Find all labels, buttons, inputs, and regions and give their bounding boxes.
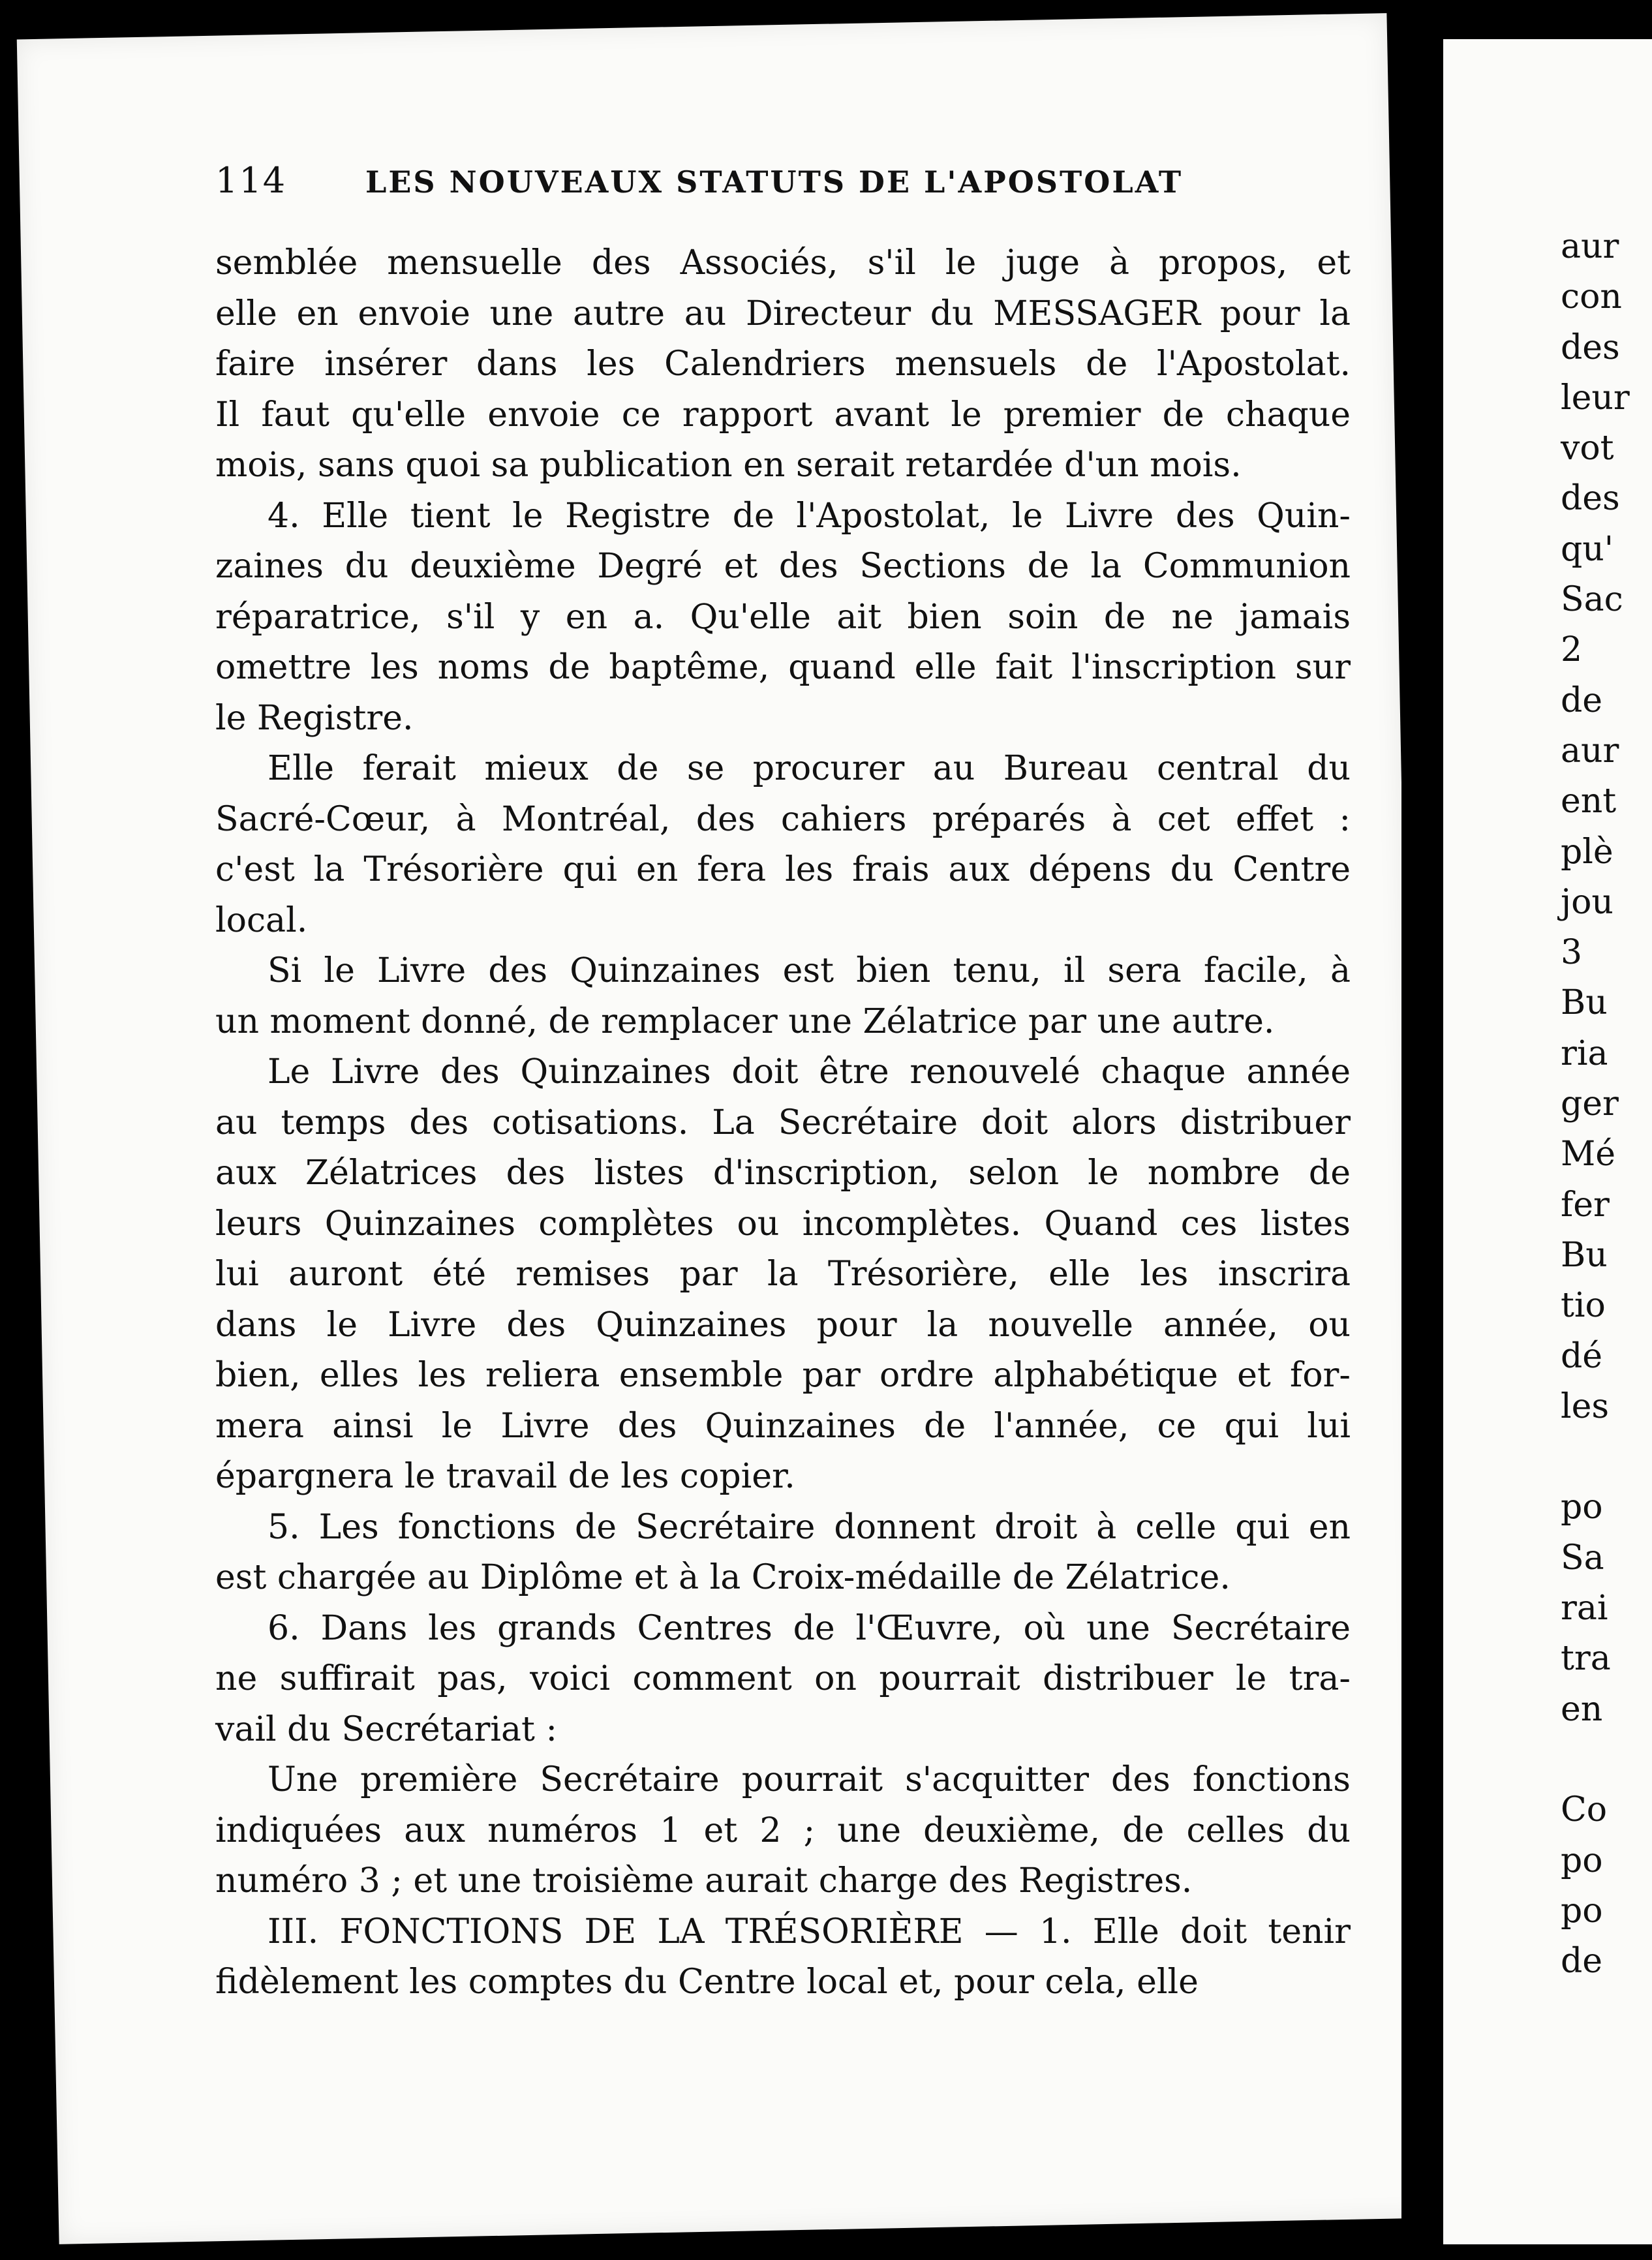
text-line: Elle ferait mieux de se procurer au Bureau central du — [268, 749, 1351, 788]
right-page-fragment: dé — [1561, 1336, 1603, 1376]
text-line: dans le Livre des Quinzaines pour la nouvelle année, ou — [215, 1305, 1351, 1345]
paragraph — [215, 491, 1351, 744]
paragraph — [215, 238, 1351, 491]
text-line: 5. Les fonctions de Secrétaire donnent droit à celle qui en — [268, 1507, 1351, 1547]
right-page-fragment: Bu — [1561, 983, 1608, 1023]
text-line: épargnera le travail de les copier. — [215, 1457, 795, 1496]
paragraph — [215, 1755, 1351, 1907]
right-page-fragment: Co — [1561, 1790, 1608, 1830]
text-line: le Registre. — [215, 698, 414, 738]
text-line: Si le Livre des Quinzaines est bien tenu, il sera facile, à — [268, 951, 1351, 990]
right-page-fragment: tio — [1561, 1286, 1606, 1326]
right-page-fragment: des — [1561, 479, 1620, 519]
right-page-fragment: plè — [1561, 832, 1614, 872]
right-page-fragment: ria — [1561, 1033, 1608, 1073]
text-line: numéro 3 ; et une troisième aurait charge des Registres. — [215, 1861, 1193, 1901]
body-text — [215, 238, 1351, 2008]
right-page-fragment: en — [1561, 1689, 1603, 1729]
text-line: Sacré-Cœur, à Montréal, des cahiers préparés à cet effet : — [215, 799, 1351, 839]
right-page-fragment: les — [1561, 1386, 1610, 1426]
text-line: 4. Elle tient le Registre de l'Apostolat, le Livre des Quin- — [268, 496, 1351, 536]
text-line: local. — [215, 900, 308, 940]
right-page-fragment: aur — [1561, 227, 1619, 266]
text-line: réparatrice, s'il y en a. Qu'elle ait bien soin de ne jamais — [215, 597, 1351, 637]
right-page-fragment — [1561, 1432, 1652, 1482]
right-page-fragment: fer — [1561, 1185, 1610, 1225]
text-line: bien, elles les reliera ensemble par ordre alphabétique et for- — [215, 1356, 1351, 1395]
text-line: un moment donné, de remplacer une Zélatrice par une autre. — [215, 1001, 1275, 1041]
right-page-fragment — [1561, 1735, 1652, 1785]
right-page-fragment: de — [1561, 1942, 1603, 1981]
right-page-fragment: tra — [1561, 1639, 1611, 1679]
right-page-fragment: con — [1561, 277, 1622, 317]
right-page-fragment: leur — [1561, 378, 1630, 418]
text-line: semblée mensuelle des Associés, s'il le juge à propos, et — [215, 243, 1351, 282]
right-page-fragment: po — [1561, 1840, 1603, 1880]
text-line: vail du Secrétariat : — [215, 1709, 557, 1749]
right-page-fragment: aur — [1561, 731, 1619, 771]
text-line: indiquées aux numéros 1 et 2 ; une deuxième, de celles du — [215, 1810, 1351, 1850]
right-page-fragment: des — [1561, 328, 1620, 367]
right-page-fragment: ger — [1561, 1084, 1619, 1124]
text-line: elle en envoie une autre au Directeur du MESSAGER pour la — [215, 294, 1351, 333]
right-page-fragment: rai — [1561, 1589, 1608, 1628]
text-line: omettre les noms de baptême, quand elle fait l'inscription sur — [215, 648, 1351, 687]
paragraph — [215, 744, 1351, 946]
text-line: mera ainsi le Livre des Quinzaines de l'année, ce qui lui — [215, 1406, 1351, 1446]
right-page-fragment: de — [1561, 680, 1603, 720]
text-line: au temps des cotisations. La Secrétaire doit alors distribuer — [215, 1103, 1351, 1142]
text-line: c'est la Trésorière qui en fera les frais aux dépens du Centre — [215, 850, 1351, 889]
text-line: Il faut qu'elle envoie ce rapport avant le premier de chaque — [215, 395, 1351, 435]
text-line: III. FONCTIONS DE LA TRÉSORIÈRE — 1. Elle doit tenir — [268, 1912, 1351, 1951]
right-page-fragment: jou — [1561, 882, 1614, 922]
text-line: zaines du deuxième Degré et des Sections de la Communion — [215, 547, 1351, 586]
right-page-fragment: ent — [1561, 782, 1617, 821]
right-page-fragment: Bu — [1561, 1235, 1608, 1275]
right-page-fragment: Mé — [1561, 1135, 1616, 1174]
text-line: leurs Quinzaines complètes ou incomplètes. Quand ces listes — [215, 1204, 1351, 1244]
text-line: 6. Dans les grands Centres de l'Œuvre, où une Secrétaire — [268, 1608, 1351, 1648]
text-line: est chargée au Diplôme et à la Croix-médaille de Zélatrice. — [215, 1558, 1231, 1597]
right-page-fragment: 2 — [1561, 630, 1583, 670]
text-line: mois, sans quoi sa publication en serait retardée d'un mois. — [215, 446, 1242, 485]
right-page-fragment: qu' — [1561, 529, 1614, 569]
paragraph — [215, 1907, 1351, 2008]
right-page-fragment: Sac — [1561, 580, 1623, 620]
paragraph — [215, 1604, 1351, 1756]
running-head-title: LES NOUVEAUX STATUTS DE L'APOSTOLAT — [365, 164, 1184, 200]
running-head — [215, 160, 1351, 238]
right-page-fragment: vot — [1561, 429, 1614, 468]
right-page-fragment: Sa — [1561, 1538, 1604, 1578]
right-page-fragment: 3 — [1561, 933, 1583, 973]
gutter — [1401, 0, 1447, 2260]
page-text — [215, 160, 1351, 2008]
text-line: fidèlement les comptes du Centre local et, pour cela, elle — [215, 1962, 1199, 2002]
paragraph — [215, 1047, 1351, 1503]
right-page-fragments — [1561, 222, 1652, 1987]
paragraph — [215, 946, 1351, 1047]
right-page-fragment: po — [1561, 1891, 1603, 1931]
text-line: ne suffirait pas, voici comment on pourrait distribuer le tra- — [215, 1659, 1351, 1698]
text-line: Le Livre des Quinzaines doit être renouvelé chaque année — [268, 1052, 1351, 1092]
page-number: 114 — [215, 160, 287, 201]
paragraph — [215, 1503, 1351, 1604]
right-page-fragment: po — [1561, 1488, 1603, 1527]
text-line: lui auront été remises par la Trésorière, elle les inscrira — [215, 1255, 1351, 1294]
text-line: Une première Secrétaire pourrait s'acquitter des fonctions — [268, 1760, 1351, 1799]
text-line: aux Zélatrices des listes d'inscription, selon le nombre de — [215, 1153, 1351, 1193]
text-line: faire insérer dans les Calendriers mensuels de l'Apostolat. — [215, 344, 1351, 384]
